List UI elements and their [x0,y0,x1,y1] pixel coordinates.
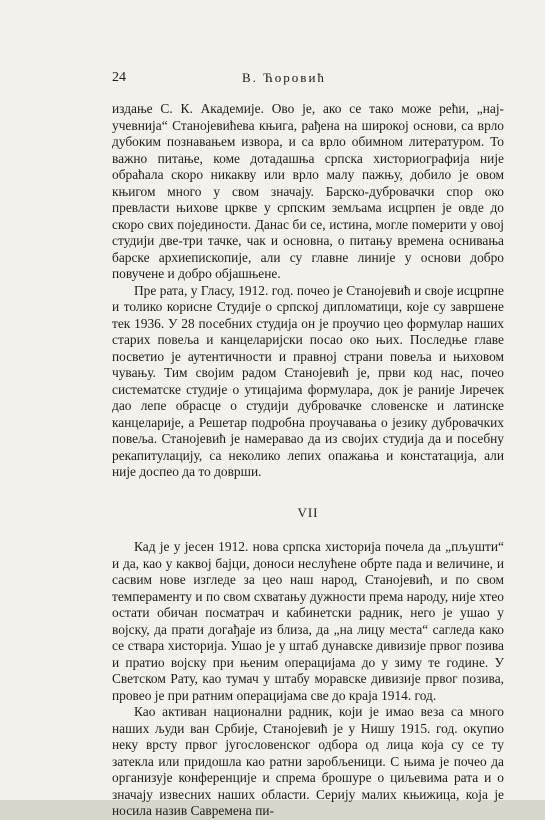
running-head: В. Ћоровић [242,70,326,85]
paragraph-1: издање С. К. Академије. Ово је, ако се тако може рећи, „нај-учевнија“ Станојевићева књига, рађена на широкој основи, са врло дубоким познавањем извора, и са врло обимном литературом. То важно питање, коме дотадашња српска хисториографија није обраћала скоро никакву или врло малу пажњу, добило је овом књигом много у свом значају. Барско-дубровачки спор око превласти њихове цркве у српским земљама исцрпен је овде до скоро свих појединости. Данас би се, истина, могле померити у овој студији две-три тачке, чак и основна, о питању времена оснивања барске архиепископије, али су главне линије у основи добро повучене и добро објашњене. [112,101,504,281]
page-number: 24 [112,70,126,85]
paragraph-4: Као активан национални радник, који је имао веза са много наших људи ван Србије, Станојевић је у Нишу 1915. год. окупио неку врсту првог југословенског одбора од лица која су се ту затекла или придошла као ратни заробљеници. С њима је почео да организује конференције и спрема брошуре о циљевима рата и о значају извесних наших области. Серију малих књижица, која је носила назив Савремена пи- [112,704,504,818]
section-heading: VII [297,504,319,520]
paragraph-3: Кад је у јесен 1912. нова српска хисторија почела да „пљушти“ и да, као у каквој бајци, доноси неслућене обрте пада и величине, и сасвим нове изгледе за цео наш народ, Станојевић, и по свом темпераменту и по свом схватању дужности према народу, није хтео остати обичан посматрач и кабинетски радник, него је ушао у војску, да прати догађаје из близа, да „на лицу места“ сагледа како се ствара хисторија. Ушао је у штаб дунавске дивизије првог позива и пратио војску при њеним операцијама до у зиму те године. У Светском Рату, као тумач у штабу моравске дивизије првог позива, провео је при ратним операцијама све до краја 1914. год. [112,539,504,703]
body-text [112,101,504,820]
paragraph-2: Пре рата, у Гласу, 1912. год. почео је Станојевић и своје исцрпне и толико корисне Студије о српској дипломатици, које су завршене тек 1936. У 28 посебних студија он је проучио цео формулар наших старих повеља и канцеларијски посао око њих. Последње главе посветио је аутентичности и правној страни повеља и њиховом чувању. Тим својим радом Станојевић је, први код нас, почео систематске студије о утицајима формулара, док је раније Јиречек дао лепе обрасце о студији дубровачке словенске и латинске канцеларије, а Решетар подробна проучавања о језику дубровачких повеља. Станојевић је намеравао да из својих студија да и посебну рекапитулацију, са неколико лепих опажања и констатација, али није доспео да то доврши. [112,282,504,479]
page-header [112,70,504,90]
